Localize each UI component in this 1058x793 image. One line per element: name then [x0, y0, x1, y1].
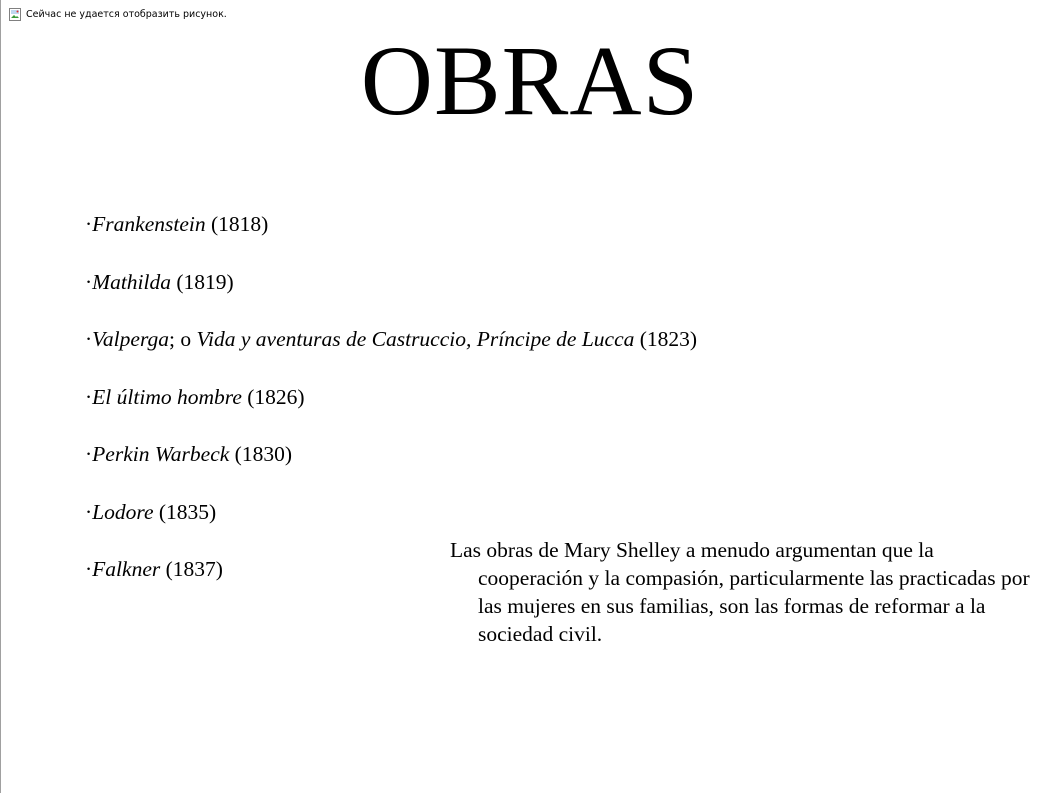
bullet: ·	[85, 212, 93, 236]
bullet: ·	[85, 499, 93, 524]
work-connector: ; o	[169, 327, 197, 351]
bullet: ·	[85, 384, 93, 409]
work-title: Perkin Warbeck	[92, 442, 230, 466]
work-year: (1835)	[153, 499, 217, 524]
list-item	[85, 206, 697, 264]
list-item	[85, 264, 697, 322]
work-year: (1823)	[634, 327, 698, 351]
work-title: El último hombre	[92, 384, 242, 409]
work-year: (1826)	[241, 384, 305, 409]
work-subtitle: Vida y aventuras de Castruccio, Príncipe de Lucca	[196, 327, 635, 351]
list-item	[85, 436, 697, 494]
broken-image-message: Сейчас не удается отобразить рисунок.	[26, 8, 227, 20]
work-title: Valperga	[92, 327, 170, 351]
work-title: Falkner	[92, 557, 161, 581]
work-year: (1837)	[160, 557, 223, 581]
work-year: (1830)	[229, 442, 292, 466]
bullet: ·	[85, 557, 93, 581]
list-item	[85, 321, 697, 379]
work-title: Mathilda	[92, 269, 172, 294]
bullet: ·	[85, 327, 93, 351]
summary-paragraph: Las obras de Mary Shelley a menudo argumentan que la cooperación y la compasión, particularmente las practicadas por las mujeres en sus familias, son las formas de reformar a la sociedad civil.	[450, 538, 1030, 646]
slide-title: OBRAS	[360, 25, 700, 136]
bullet: ·	[85, 269, 93, 294]
broken-image-placeholder	[9, 6, 269, 22]
bullet: ·	[85, 442, 93, 466]
work-title: Lodore	[92, 499, 154, 524]
broken-image-icon	[9, 8, 21, 21]
work-year: (1819)	[171, 269, 234, 294]
work-year: (1818)	[205, 212, 269, 236]
list-item	[85, 379, 697, 437]
work-title: Frankenstein	[92, 212, 206, 236]
